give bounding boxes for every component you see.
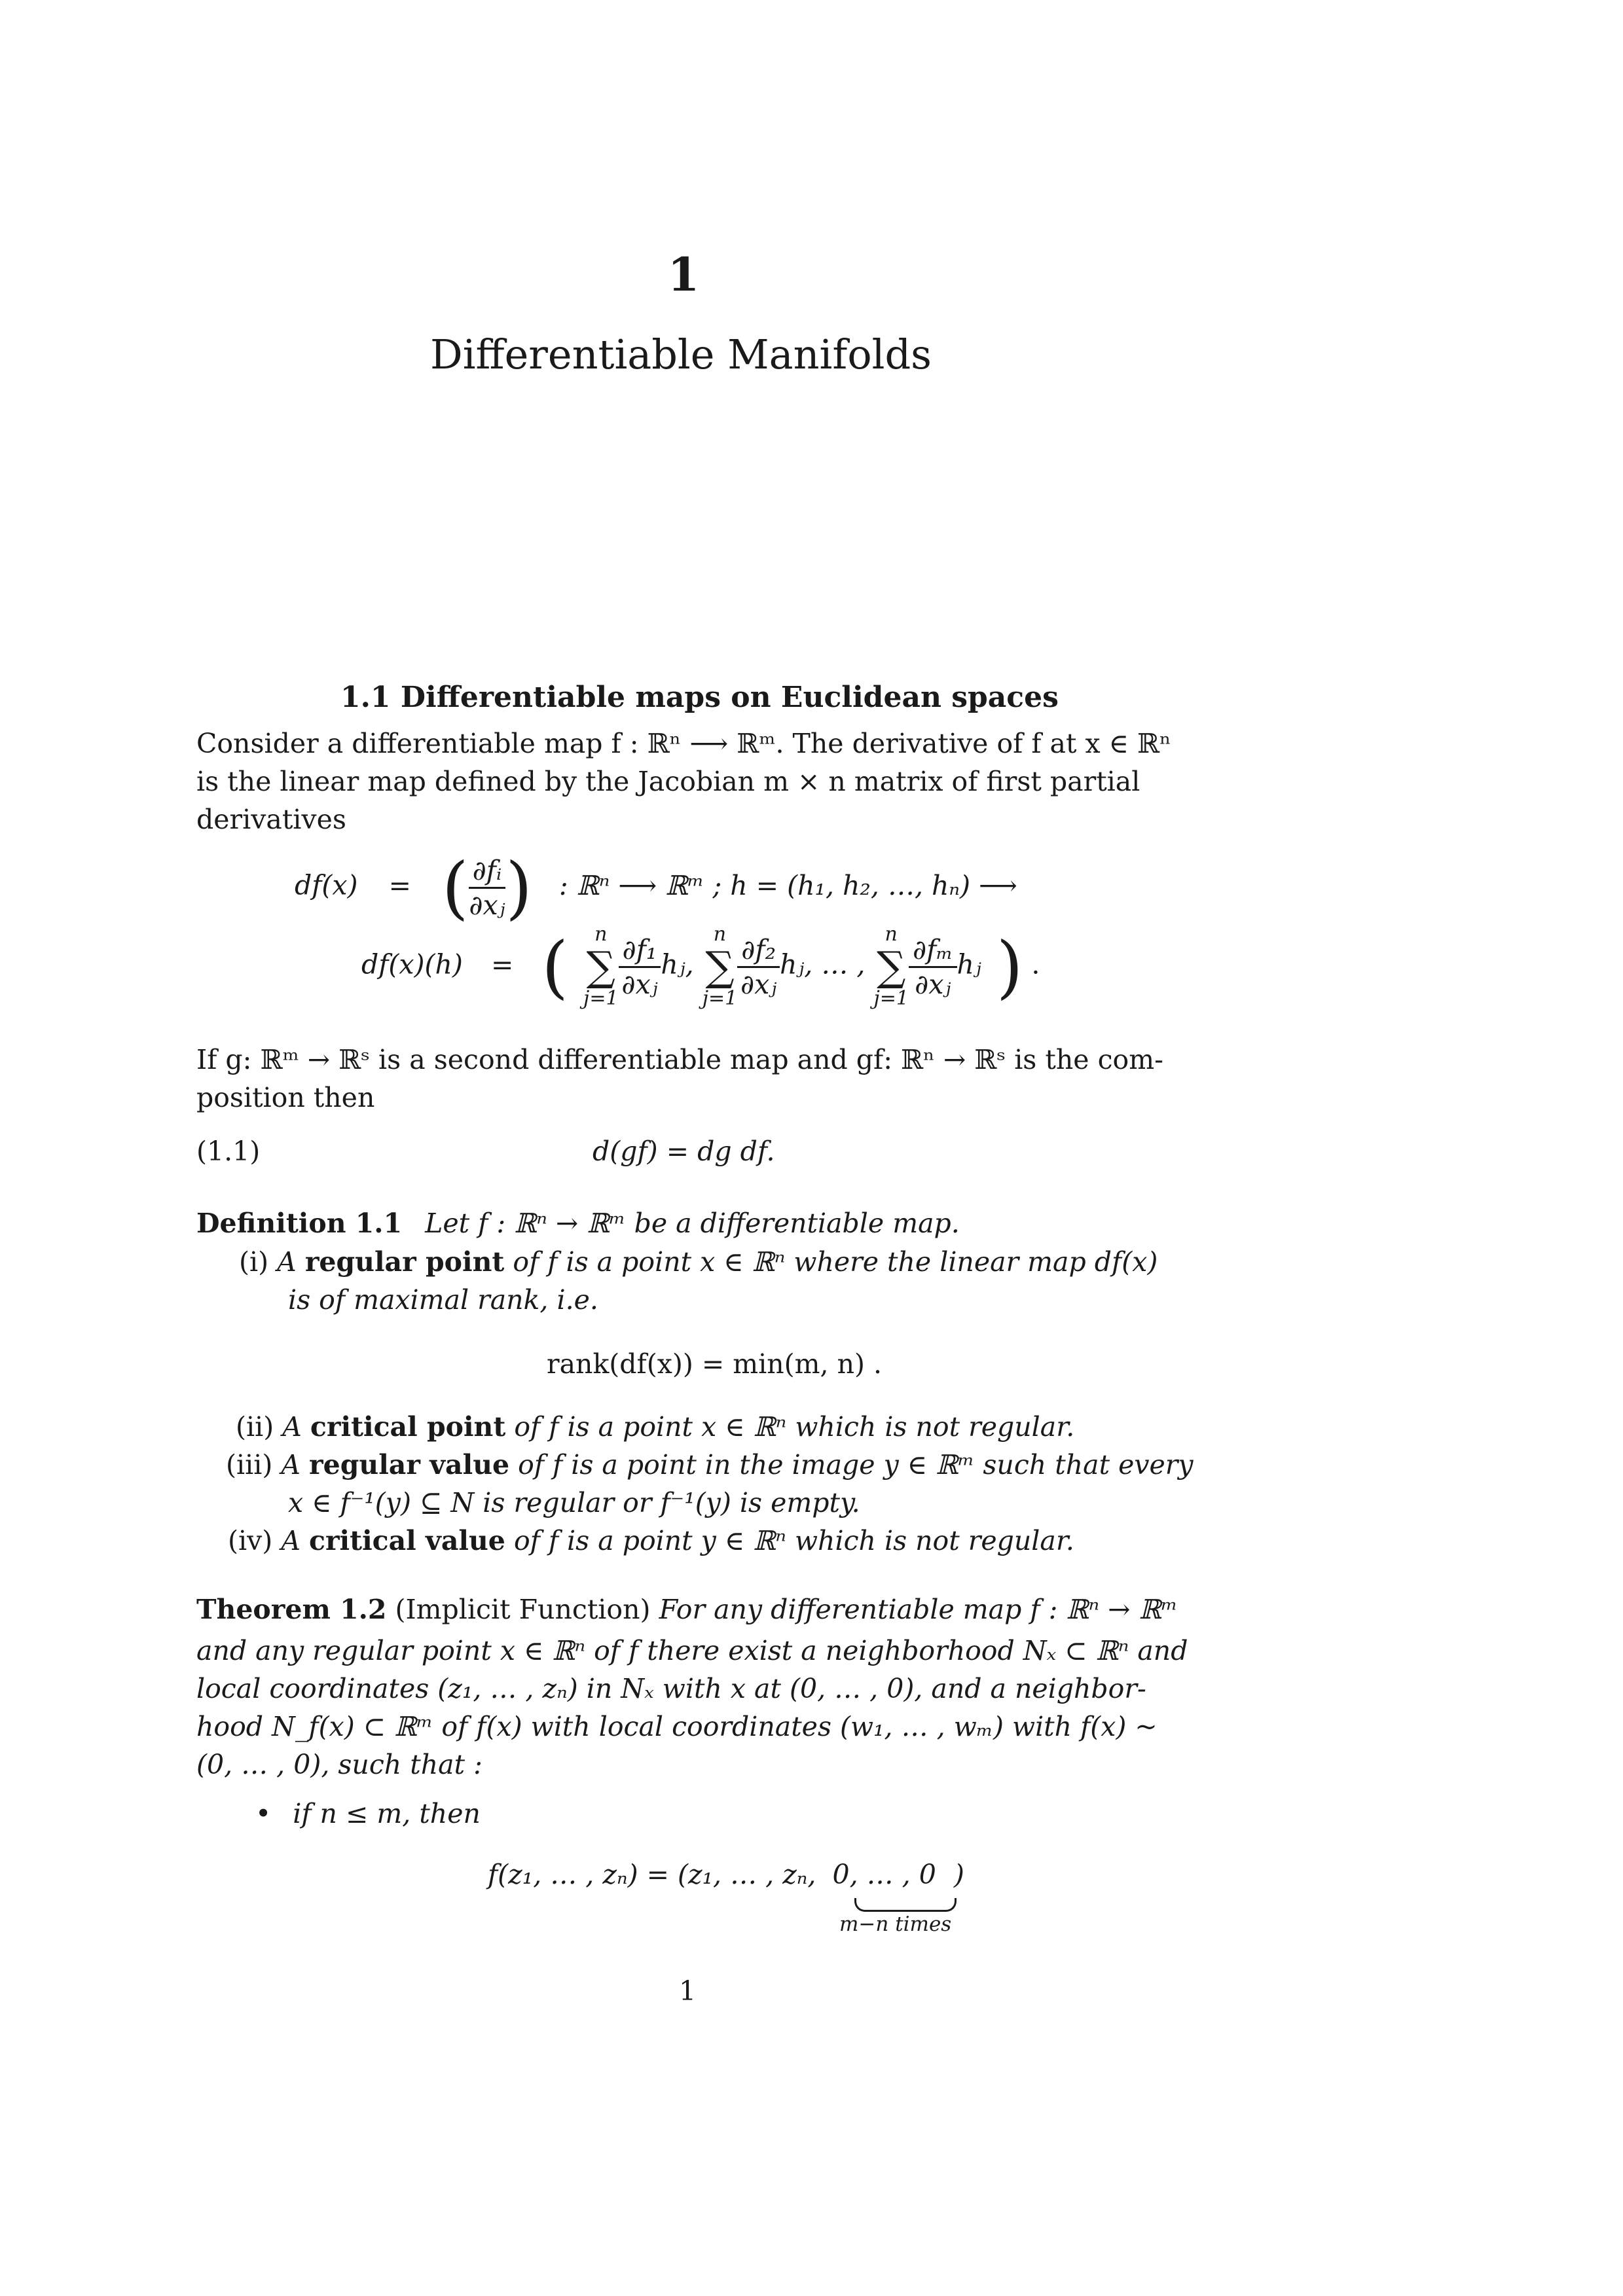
definition-item: (i) A regular point of f is a point x ∈ ℝⁿ where the linear map df(x) (239, 1246, 1158, 1278)
intro-line-2: is the linear map defined by the Jacobian m × n matrix of first partial (196, 766, 1140, 797)
eq2-lhs: df(x)(h) (361, 948, 463, 980)
equation-1-1: d(gf) = dg df. (593, 1136, 775, 1167)
eq-map: : ℝⁿ ⟶ ℝᵐ ; h = (h₁, h₂, …, hₙ) ⟶ (558, 869, 1017, 901)
intro-line-1: Consider a differentiable map f : ℝⁿ ⟶ ℝᵐ. The derivative of f at x ∈ ℝⁿ (196, 728, 1171, 759)
theorem-label: Theorem 1.2 (196, 1594, 387, 1625)
chapter-title: Differentiable Manifolds (430, 331, 932, 378)
differential-equation: df(x)(h) = ( n ∑ j=1 $\frac{\text{∂f₁}}{\text{∂xⱼ}}$ hⱼ, n ∑ j=1 $\frac{\text{∂f₂}}{\text{∂xⱼ}}$ hⱼ, … , n ∑ j=1 $\frac{\text{∂fₘ}}{\text{∂xⱼ}}$ hⱼ ) . (361, 922, 1040, 1012)
equation-label: (1.1) (196, 1136, 261, 1167)
intro-line-3: derivatives (196, 804, 346, 835)
theorem-line: hood N_f(x) ⊂ ℝᵐ of f(x) with local coordinates (w₁, … , wₘ) with f(x) ~ (196, 1711, 1158, 1742)
braced-zeros: 0, … , 0 (832, 1859, 936, 1890)
final-equation: f(z₁, … , zₙ) = (z₁, … , zₙ, 0, … , 0 ) (488, 1859, 964, 1890)
theorem-line: local coordinates (z₁, … , zₙ) in Nₓ with x at (0, … , 0), and a neighbor- (196, 1673, 1146, 1704)
composition-line-2: position then (196, 1082, 375, 1113)
theorem-name: (Implicit Function) (395, 1594, 651, 1625)
rank-equation: rank(df(x)) = min(m, n) . (547, 1348, 883, 1380)
jacobian-equation: df(x) = ( $\frac{\text{∂fᵢ}}{\text{∂xⱼ}}$ ) : ℝⁿ ⟶ ℝᵐ ; h = (h₁, h₂, …, hₙ) ⟶ (295, 848, 1017, 927)
definition-label: Definition 1.1 (196, 1208, 403, 1239)
definition-item: (iii) A regular value of f is a point in the image y ∈ ℝᵐ such that every (226, 1449, 1194, 1480)
theorem-line-1: Theorem 1.2 (Implicit Function) For any differentiable map f : ℝⁿ → ℝᵐ (196, 1594, 1178, 1625)
sum-symbol: n ∑ j=1 (702, 923, 738, 1010)
section-heading: 1.1 Differentiable maps on Euclidean spaces (340, 681, 1059, 714)
definition-statement: Let f : ℝⁿ → ℝᵐ be a differentiable map. (425, 1208, 960, 1239)
jacobian-fraction: $\frac{\text{∂fᵢ}}{\text{∂xⱼ}}$ (469, 854, 505, 921)
term-critical-value: critical value (308, 1525, 505, 1556)
bullet-icon: • (255, 1798, 272, 1829)
chapter-number: 1 (667, 247, 700, 302)
definition-header (196, 1208, 960, 1239)
eq-lhs: df(x) (295, 869, 358, 901)
page-number: 1 (678, 1975, 697, 2007)
term-critical-point: critical point (310, 1411, 506, 1443)
term-regular-value: regular value (309, 1449, 510, 1480)
underbrace (854, 1898, 957, 1912)
underbrace-label: m−n times (839, 1912, 952, 1936)
definition-item-continuation: is of maximal rank, i.e. (288, 1284, 598, 1316)
composition-line-1: If g: ℝᵐ → ℝˢ is a second differentiable map and gf: ℝⁿ → ℝˢ is the com- (196, 1044, 1163, 1075)
theorem-line: (0, … , 0), such that : (196, 1749, 483, 1780)
theorem-line: and any regular point x ∈ ℝⁿ of f there exist a neighborhood Nₓ ⊂ ℝⁿ and (196, 1635, 1188, 1666)
bullet-item: • if n ≤ m, then (255, 1798, 481, 1829)
term-regular-point: regular point (304, 1246, 505, 1278)
definition-item-continuation: x ∈ f⁻¹(y) ⊆ N is regular or f⁻¹(y) is empty. (288, 1487, 860, 1518)
sum-symbol: n ∑ j=1 (873, 923, 909, 1010)
definition-item: (ii) A critical point of f is a point x ∈ ℝⁿ which is not regular. (236, 1411, 1075, 1443)
definition-item: (iv) A critical value of f is a point y ∈ ℝⁿ which is not regular. (228, 1525, 1074, 1556)
sum-symbol: n ∑ j=1 (583, 923, 619, 1010)
